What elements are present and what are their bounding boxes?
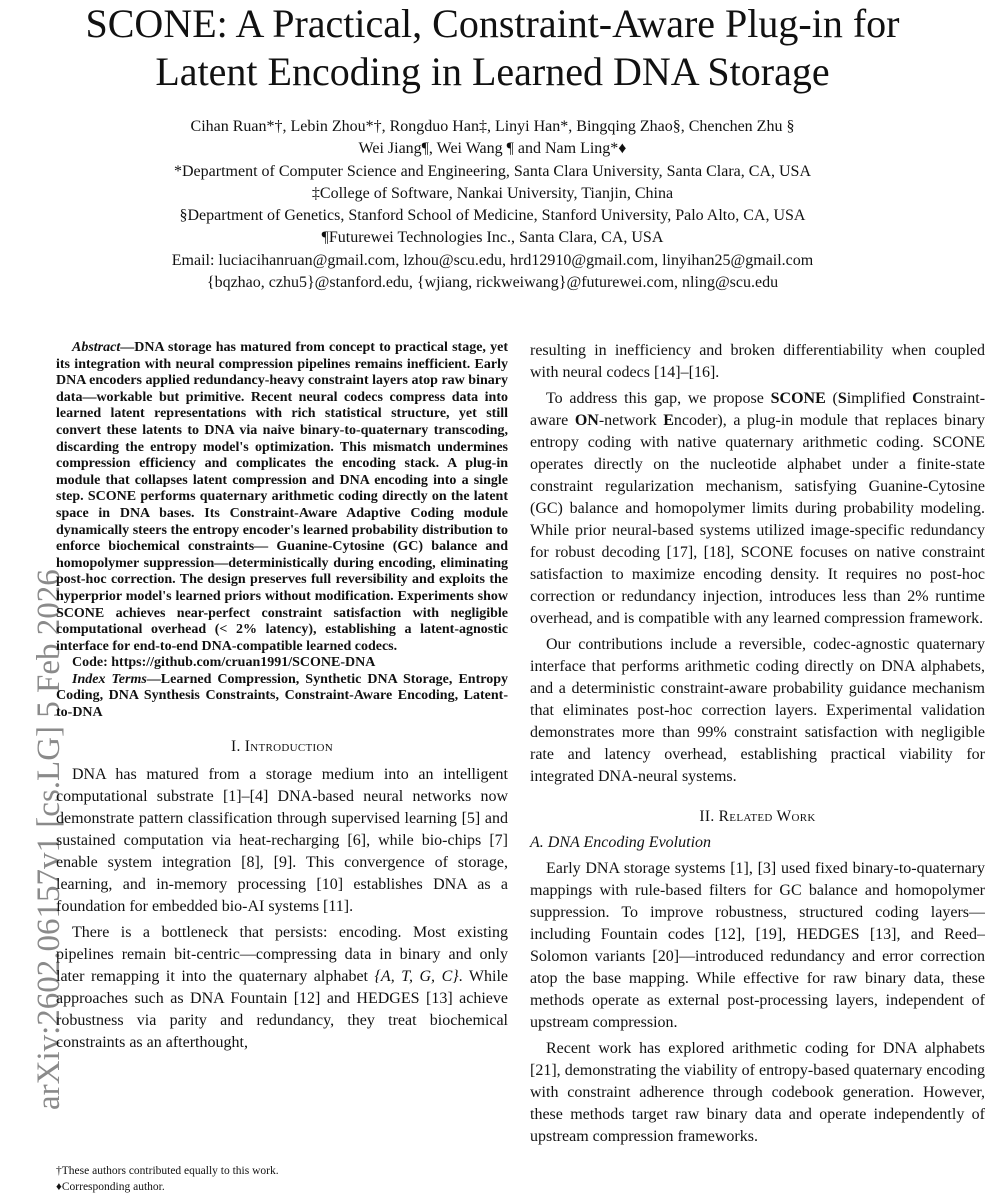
author-block (60, 116, 925, 294)
abstract (56, 340, 508, 655)
authors-line-2: Wei Jiang¶, Wei Wang ¶ and Nam Ling*♦ (358, 140, 627, 158)
proposal-text-a: To address this gap, we propose (546, 390, 771, 407)
paper-title (30, 0, 955, 96)
affiliation-2: ‡College of Software, Nankai University, Tianjin, China (311, 184, 674, 202)
email-line-1: Email: luciacihanruan@gmail.com, lzhou@scu.edu, hrd12910@gmail.com, linyihan25@gmail.com (171, 251, 814, 269)
footnotes (56, 1163, 508, 1195)
footnote-2: ♦Corresponding author. (56, 1181, 165, 1193)
proposal-text-e: -network (598, 412, 664, 429)
section-heading-related-work: II. Related Work (699, 808, 816, 825)
proposal-text-b: ( (825, 390, 838, 407)
acronym-c: C (912, 390, 924, 407)
intro-paragraph-1: DNA has matured from a storage medium into an intelligent computational substrate [1]–[4] DNA-based neural networks now demonstrate pattern classification through supervised learning [5] and sustained computation via heat-recharging [6], while bio-chips [7] enable system integration [8], [9]. This convergence of storage, learning, and in-memory processing [10] establishes DNA as a foundation for embedded bio-AI systems [11]. (56, 765, 508, 915)
intro-paragraph-2 (56, 922, 508, 1054)
affiliation-3: §Department of Genetics, Stanford School of Medicine, Stanford University, Palo Alto, CA, USA (179, 207, 806, 225)
index-terms-label: Index Terms (72, 671, 147, 687)
proposal-text-c: implified (846, 390, 913, 407)
abstract-label: Abstract (72, 340, 121, 355)
index-terms-text: —Learned Compression, Synthetic DNA Storage, Entropy Coding, DNA Synthesis Constraints, Constraint-Aware Encoding, Latent-to-DNA (56, 671, 508, 721)
proposal-text-f: ncoder), a plug-in module that replaces binary entropy coding with native quaternary arithmetic coding. SCONE operates directly on the nucleotide alphabet under a finite-state constraint regularization mechanism, satisfying Guanine-Cytosine (GC) balance and homopolymer limits during probability modeling. While prior neural-based systems utilized image-specific redundancy for robust decoding [17], [18], SCONE focuses on native constraint satisfaction to maximize encoding density. It requires no post-hoc correction or redundancy injection, introduces less than 2% runtime overhead, and is compatible with any learned compression framework. (530, 412, 985, 627)
title-line-2: Latent Encoding in Learned DNA Storage (155, 49, 830, 94)
intro-p2-text-a: There is a bottleneck that persists: encoding. Most existing pipelines remain bit-centric—compressing data in binary and only later remapping it into the quaternary alphabet (56, 923, 508, 985)
acronym-on: ON (574, 412, 599, 429)
quaternary-alphabet-math: {A, T, G, C} (374, 967, 459, 985)
related-paragraph-2: Recent work has explored arithmetic coding for DNA alphabets [21], demonstrating the viability of entropy-based quaternary encoding with constraint adherence through codebook generation. However, these methods target raw binary data and operate independently of upstream compression frameworks. (530, 1040, 985, 1145)
authors-line-1: Cihan Ruan*†, Lebin Zhou*†, Rongduo Han‡, Linyi Han*, Bingqing Zhao§, Chenchen Zhu § (190, 118, 795, 135)
intro-p2-text-b: . While approaches such as DNA Fountain [12] and HEDGES [13] achieve robustness via parity and redundancy, they treat biochemical constraints as an afterthought, (56, 967, 508, 1051)
section-heading-introduction: I. Introduction (230, 737, 333, 755)
affiliation-1: *Department of Computer Science and Engineering, Santa Clara University, Santa Clara, CA, USA (173, 162, 812, 180)
subsection-heading-dna-encoding: A. DNA Encoding Evolution (530, 834, 712, 851)
contributions-paragraph: Our contributions include a reversible, codec-agnostic quaternary interface that performs arithmetic coding directly on DNA alphabets, and a deterministic constraint-aware probability guidance mechanism that eliminates post-hoc correction layers. Experimental validation demonstrates more than 99% constraint satisfaction with negligible rate and latency overhead, establishing practical viability for integrated DNA-neural systems. (530, 636, 985, 785)
arxiv-stamp: arXiv:2602.06157v1 [cs.LG] 5 Feb 2026 (31, 569, 67, 1110)
acronym-e: E (663, 412, 674, 429)
proposal-paragraph (530, 388, 985, 630)
email-line-2: {bqzhao, czhu5}@stanford.edu, {wjiang, rickweiwang}@futurewei.com, nling@scu.edu (206, 274, 779, 292)
right-column (530, 340, 985, 1152)
code-link[interactable]: Code: https://github.com/cruan1991/SCONE-DNA (72, 655, 376, 671)
acronym-s: S (837, 390, 847, 407)
abstract-text: —DNA storage has matured from concept to practical stage, yet its integration with neural compression pipelines remains inefficient. Early DNA encoders applied redundancy-heavy constraint layers atop raw binary data—workable but primitive. Recent neural codecs compress data into learned latent representations with rich statistical structure, yet still convert these latents to DNA via naive binary-to-quaternary transcoding, discarding the entropy model's optimization. This mismatch undermines compression efficiency and complicates the encoding stack. A plug-in module that collapses latent compression and DNA encoding into a single step. SCONE performs quaternary arithmetic coding directly on the latent space in DNA bases. Its Constraint-Aware Adaptive Coding module dynamically steers the entropy encoder's learned probability distribution to enforce biochemical constraints— Guanine-Cytosine (GC) balance and homopolymer suppression—deterministically during encoding, eliminating post-hoc correction. The design preserves full reversibility and exploits the hyperprior model's learned priors without modification. Experiments show SCONE achieves near-perfect constraint satisfaction with negligible computational overhead (< 2% latency), establishing a latent-agnostic interface for end-to-end DNA-compatible learned codecs. (56, 340, 508, 654)
title-line-1: SCONE: A Practical, Constraint-Aware Plug-in for (85, 1, 900, 46)
index-terms (56, 672, 508, 722)
footnote-1: †These authors contributed equally to this work. (56, 1165, 279, 1177)
affiliation-4: ¶Futurewei Technologies Inc., Santa Clara, CA, USA (321, 229, 664, 247)
scone-name: SCONE (770, 390, 826, 407)
proposal-text-d: onstraint-aware (530, 390, 985, 429)
related-paragraph-1: Early DNA storage systems [1], [3] used fixed binary-to-quaternary mappings with rule-based filters for GC balance and homopolymer suppression. To improve robustness, structured coding layers—including Fountain codes [12], [19], HEDGES [13], and Reed–Solomon variants [20]—introduced redundancy and error correction atop the base mapping. While effective for raw binary data, these methods operate as external post-processing layers, independent of upstream compression. (530, 860, 985, 1031)
right-paragraph-continuation: resulting in inefficiency and broken differentiability when coupled with neural codecs [14]–[16]. (530, 342, 985, 381)
left-column (56, 340, 508, 1058)
